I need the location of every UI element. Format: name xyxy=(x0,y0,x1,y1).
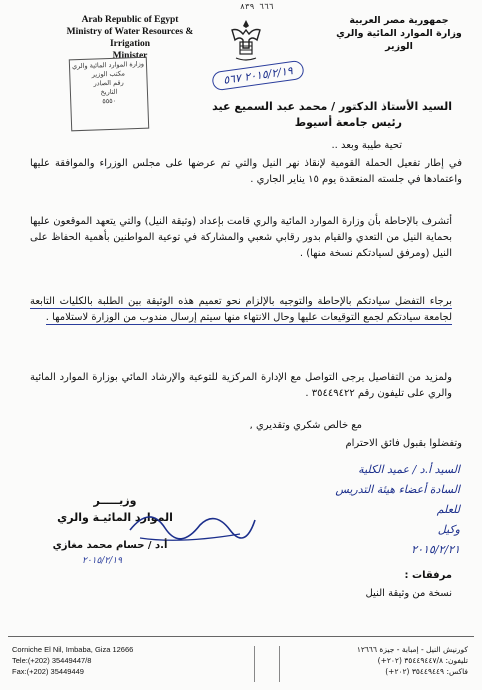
closing-respect: وتفضلوا بقبول فائق الاحترام xyxy=(345,438,462,449)
header-arabic xyxy=(334,14,464,53)
footer-address: Corniche El Nil, Imbaba, Giza 12666 xyxy=(12,645,134,654)
handwritten-date-circle: ٢٠١٥/٢/١٩ ٥٦٧ xyxy=(211,60,305,92)
footer-fax: Fax:(+202) 35449449 xyxy=(12,667,84,676)
signature-handwritten-date: ٢٠١٥/٢/١٩ xyxy=(82,556,122,566)
footer-phone-ar: تليفون: ٣٥٤٤٩٤٤٧/٨ (٢٠٢+) xyxy=(377,656,468,665)
header-en-minister: Minister xyxy=(112,51,148,61)
egypt-eagle-emblem xyxy=(228,18,264,64)
handwritten-referral-note xyxy=(290,460,460,570)
footer-divider xyxy=(8,636,474,637)
stamp-line: مكتب الوزير xyxy=(91,69,126,79)
footer-address-ar: كورنيش النيل - إمبابة - جيزة ١٢٦٦٦ xyxy=(356,645,468,654)
annotation-line: للعلم xyxy=(436,503,460,516)
paragraph-3 xyxy=(30,294,452,326)
stamp-line: رقم الصادر xyxy=(93,78,124,88)
signature-title-line: وزيـــــر xyxy=(93,494,137,507)
paragraph-1: في إطار تفعيل الحملة القومية لإنقاذ نهر النيل والتي تم عرضها على مجلس الوزراء والموافقة عليها واعتمادها في جلسته المنعقدة يوم ١٥ يناير الجاري . xyxy=(30,158,462,185)
paragraph-3-text: برجاء التفضل سيادتكم بالإحاطة والتوجيه بالإلزام نحو تعميم هذه الوثيقة بين الطلبة بالكليات التابعة لجامعة سيادتكم لجمع التوقيعات عليها وحال الانتهاء منها سيتم إرسال مندوب من الوزارة لاستلامها . xyxy=(30,296,452,323)
attachment-item: نسخة من وثيقة النيل xyxy=(365,588,452,599)
footer-phone: Tele:(+202) 35449447/8 xyxy=(12,656,92,665)
footer-english xyxy=(12,644,182,677)
signature-title-line: الموارد المائيـة والري xyxy=(57,511,173,524)
paragraph-4: ولمزيد من التفاصيل يرجى التواصل مع الإدارة المركزية للتوعية والإرشاد المائي بوزارة الموارد المائية والري على تليفون رقم ٣٥٤٤٩٤٢٢ . xyxy=(30,372,452,399)
stamp-line: ٥٥٥٠ xyxy=(102,96,117,106)
stamp-line: التاريخ xyxy=(100,87,118,97)
annotation-line: وكيل xyxy=(437,523,460,536)
header-ar-ministry: وزارة الموارد المائية والري xyxy=(336,28,462,39)
received-stamp xyxy=(69,57,149,132)
header-ar-minister: الوزير xyxy=(385,41,413,52)
annotation-line: السيد أ.د / عميد الكلية xyxy=(358,463,460,476)
addressee-title: رئيس جامعة أسيوط xyxy=(294,116,402,129)
eagle-icon xyxy=(228,18,264,64)
annotation-line: ٢٠١٥/٢/٢١ xyxy=(411,543,460,556)
header-en-country: Arab Republic of Egypt xyxy=(81,15,179,25)
addressee-name: السيد الأستاذ الدكتور / محمد عبد السميع عيد xyxy=(212,100,452,113)
footer-fax-ar: فاكس: ٣٥٤٤٩٤٤٩ (٢٠٢+) xyxy=(385,667,468,676)
attachments-title: مرفقات : xyxy=(404,570,452,581)
header-en-ministry: Ministry of Water Resources & Irrigation xyxy=(66,27,194,49)
stamp-line: وزارة الموارد المائية والري xyxy=(71,59,145,71)
paragraph-2: أتشرف بالإحاطة بأن وزارة الموارد المائية والري قامت بإعداد (وثيقة النيل) والتي يتعهد الموقعون عليها بحماية النيل من التعدي والقيام بدور رقابي شعبي والمشاركة في توعية المواطنين بأهمية الحفاظ على النيل (ومرفق لسيادتكم نسخة منها) . xyxy=(30,216,452,259)
footer-arabic xyxy=(298,644,468,677)
annotation-line: السادة أعضاء هيئة التدريس xyxy=(335,483,460,496)
header-english xyxy=(60,14,200,62)
footer-logo-mark xyxy=(254,646,280,682)
top-reference-number: ٦٦٦ ٨٣٩ xyxy=(240,2,274,11)
signatory-name: أ.د / حسام محمد مغازي xyxy=(52,540,168,551)
closing-thanks: مع خالص شكري وتقديري , xyxy=(249,420,362,431)
greeting: تحية طيبة وبعد .. xyxy=(331,140,402,151)
header-ar-country: جمهورية مصر العربية xyxy=(349,15,449,26)
